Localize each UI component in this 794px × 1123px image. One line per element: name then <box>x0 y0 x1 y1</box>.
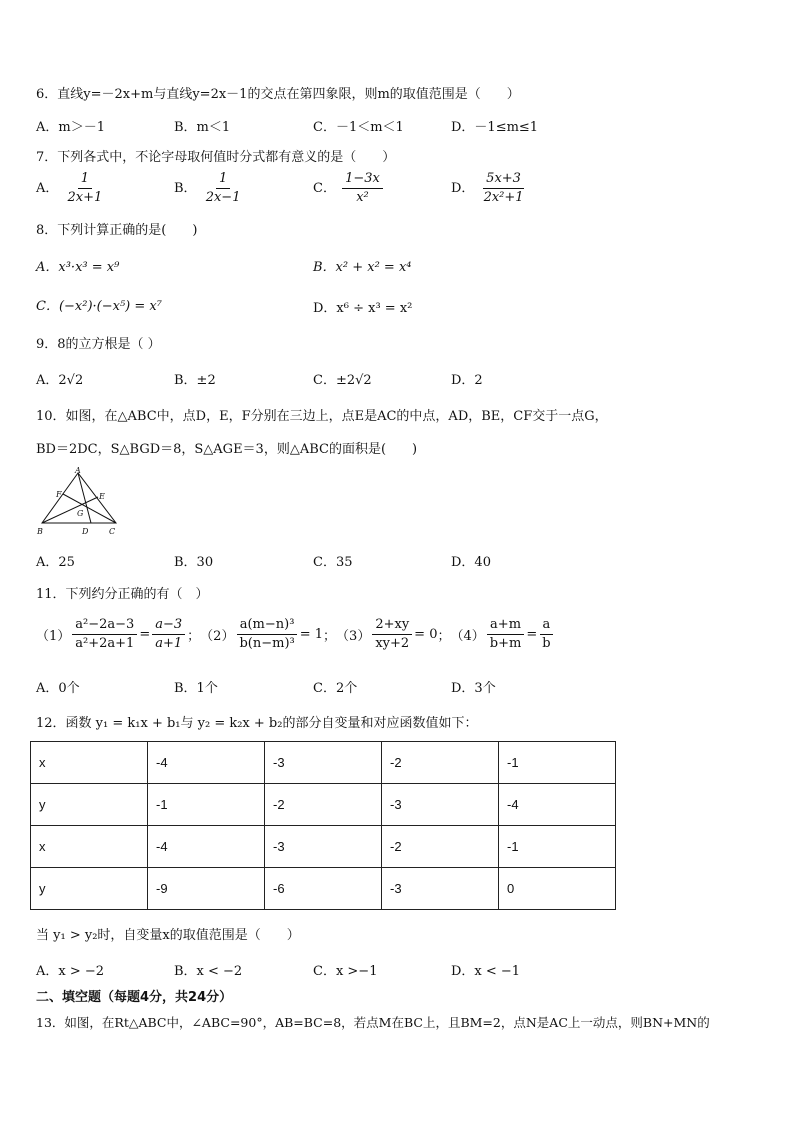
table-cell: -1 <box>499 742 616 784</box>
q12-option-c: C．x >−1 <box>313 964 378 979</box>
q11-option-c: C．2个 <box>313 681 358 696</box>
q7-stem: 7．下列各式中，不论字母取何值时分式都有意义的是（ ） <box>36 150 396 165</box>
label-g: G <box>77 509 84 518</box>
table-row <box>31 742 616 784</box>
q7-label-a: A． <box>36 181 59 196</box>
q7-fraction-b: $\frac{1}{2x-1}$ <box>205 171 241 205</box>
label-d: D <box>82 527 89 536</box>
q7-option-a <box>36 171 107 206</box>
q6-option-b: B．m＜1 <box>174 120 231 135</box>
table-cell: -9 <box>148 868 265 910</box>
label-c: C <box>109 527 116 536</box>
q12-condition: 当 y₁ > y₂时，自变量x的取值范围是（ ） <box>36 928 300 943</box>
table-cell: y <box>31 784 148 826</box>
q10-stem-line2: BD＝2DC，S△BGD＝8，S△AGE＝3，则△ABC的面积是( ) <box>36 442 418 457</box>
section-heading: 二、填空题（每题4分，共24分） <box>36 990 233 1005</box>
q11-item4-rhs: $\frac{a}{b}$ <box>539 617 553 652</box>
q13-stem: 13．如图，在Rt△ABC中，∠ABC=90°，AB=BC=8，若点M在BC上，且BM=2，点N是AC上一动点，则BN+MN的 <box>36 1015 710 1030</box>
q11-item4-lhs: $\frac{a+m}{b+m}$ <box>487 617 525 652</box>
label-f: F <box>56 490 62 499</box>
q7-fraction-a: $\frac{1}{2x+1}$ <box>67 171 103 205</box>
q11-item2-label: （2） <box>200 629 235 644</box>
q6-option-c: C．－1＜m＜1 <box>313 120 404 135</box>
table-cell: -3 <box>382 784 499 826</box>
q11-item3-label: （3） <box>336 629 371 644</box>
label-b: B <box>37 527 43 536</box>
q8-option-d: D．x⁶ ÷ x³ = x² <box>313 301 413 316</box>
q9-option-b: B．±2 <box>174 373 216 388</box>
q8-option-b: B．x² + x² = x⁴ <box>313 260 412 275</box>
q7-label-b: B． <box>174 181 197 196</box>
table-cell: -6 <box>265 868 382 910</box>
q8-stem: 8．下列计算正确的是( ) <box>36 223 198 238</box>
q6-option-d: D．－1≤m≤1 <box>451 120 539 135</box>
q12-table <box>30 741 616 910</box>
label-e: E <box>99 492 105 501</box>
table-cell: -2 <box>382 742 499 784</box>
q12-stem: 12．函数 y₁ = k₁x + b₁与 y₂ = k₂x + b₂的部分自变量和对应函数值如下： <box>36 716 478 731</box>
triangle-figure <box>32 466 132 538</box>
table-cell: x <box>31 826 148 868</box>
q12-option-a: A．x > −2 <box>36 964 105 979</box>
table-cell: -2 <box>382 826 499 868</box>
q11-item3-rhs: = 0 <box>414 627 438 642</box>
table-cell: -3 <box>382 868 499 910</box>
q7-option-c <box>313 171 385 206</box>
q9-stem: 9．8的立方根是（ ） <box>36 337 161 352</box>
q11-item4-label: （4） <box>450 629 485 644</box>
q7-option-b <box>174 171 245 206</box>
q7-label-c: C． <box>313 181 336 196</box>
q8-option-a: A．x³·x³ = x⁹ <box>36 260 120 275</box>
q11-item1-lhs: $\frac{\text{a²−2a−3}}{\text{a²+2a+1}}$ <box>72 617 137 652</box>
table-cell: -2 <box>265 784 382 826</box>
table-cell: 0 <box>499 868 616 910</box>
q10-option-a: A．25 <box>36 555 75 570</box>
table-cell: -3 <box>265 826 382 868</box>
q11-option-a: A．0个 <box>36 681 80 696</box>
table-row <box>31 868 616 910</box>
table-cell: -4 <box>148 826 265 868</box>
table-cell: -1 <box>148 784 265 826</box>
q11-item3-lhs: $\frac{2+xy}{xy+2}$ <box>372 617 412 652</box>
table-cell: -4 <box>499 784 616 826</box>
q9-option-a: A．2√2 <box>36 373 84 388</box>
q9-option-d: D．2 <box>451 373 483 388</box>
label-a: A <box>75 466 81 475</box>
q11-item1-rhs: $\frac{a-3}{a+1}$ <box>152 617 185 652</box>
q7-fraction-c: $\frac{1-3x}{\text{x²}}$ <box>342 171 383 206</box>
table-cell: x <box>31 742 148 784</box>
q11-option-b: B．1个 <box>174 681 218 696</box>
q12-option-b: B．x < −2 <box>174 964 243 979</box>
q11-item1-label: （1） <box>36 629 71 644</box>
q10-option-d: D．40 <box>451 555 491 570</box>
q11-items: （1） $\frac{\text{a²−2a−3}}{\text{a²+2a+1}}$ = $\frac{a-3}{a+1}$ ； （2） $\frac{\text{a(m−n)³}}{\text{b(n−m)³}}$ = 1 ； （3） $\frac{2+xy}{xy+2}$ = 0 ； （4） $\frac{a+m}{b+m}$ = $\frac{a}{b}$ <box>36 617 556 652</box>
q9-option-c: C．±2√2 <box>313 373 372 388</box>
q11-stem: 11．下列约分正确的有（ ） <box>36 587 209 602</box>
q7-fraction-d: $\frac{5x+3}{\text{2x²+1}}$ <box>483 171 524 205</box>
table-cell: y <box>31 868 148 910</box>
q7-option-d <box>451 171 529 206</box>
q11-item2-rhs: = 1 <box>299 627 324 642</box>
table-cell: -4 <box>148 742 265 784</box>
table-cell: -3 <box>265 742 382 784</box>
q11-option-d: D．3个 <box>451 681 496 696</box>
q7-label-d: D． <box>451 181 475 196</box>
table-row <box>31 826 616 868</box>
table-cell: -1 <box>499 826 616 868</box>
table-row <box>31 784 616 826</box>
q10-stem-line1: 10．如图，在△ABC中，点D，E，F分别在三边上，点E是AC的中点，AD，BE，CF交于一点G， <box>36 409 608 424</box>
q10-option-c: C．35 <box>313 555 353 570</box>
q11-item2-lhs: $\frac{\text{a(m−n)³}}{\text{b(n−m)³}}$ <box>236 617 297 652</box>
q10-option-b: B．30 <box>174 555 214 570</box>
q6-option-a: A．m＞－1 <box>36 120 105 135</box>
q8-option-c: C．(−x²)·(−x⁵) = x⁷ <box>36 299 162 314</box>
q6-stem: 6．直线y=－2x+m与直线y=2x－1的交点在第四象限，则m的取值范围是（ ） <box>36 87 520 102</box>
q12-option-d: D．x < −1 <box>451 964 521 979</box>
